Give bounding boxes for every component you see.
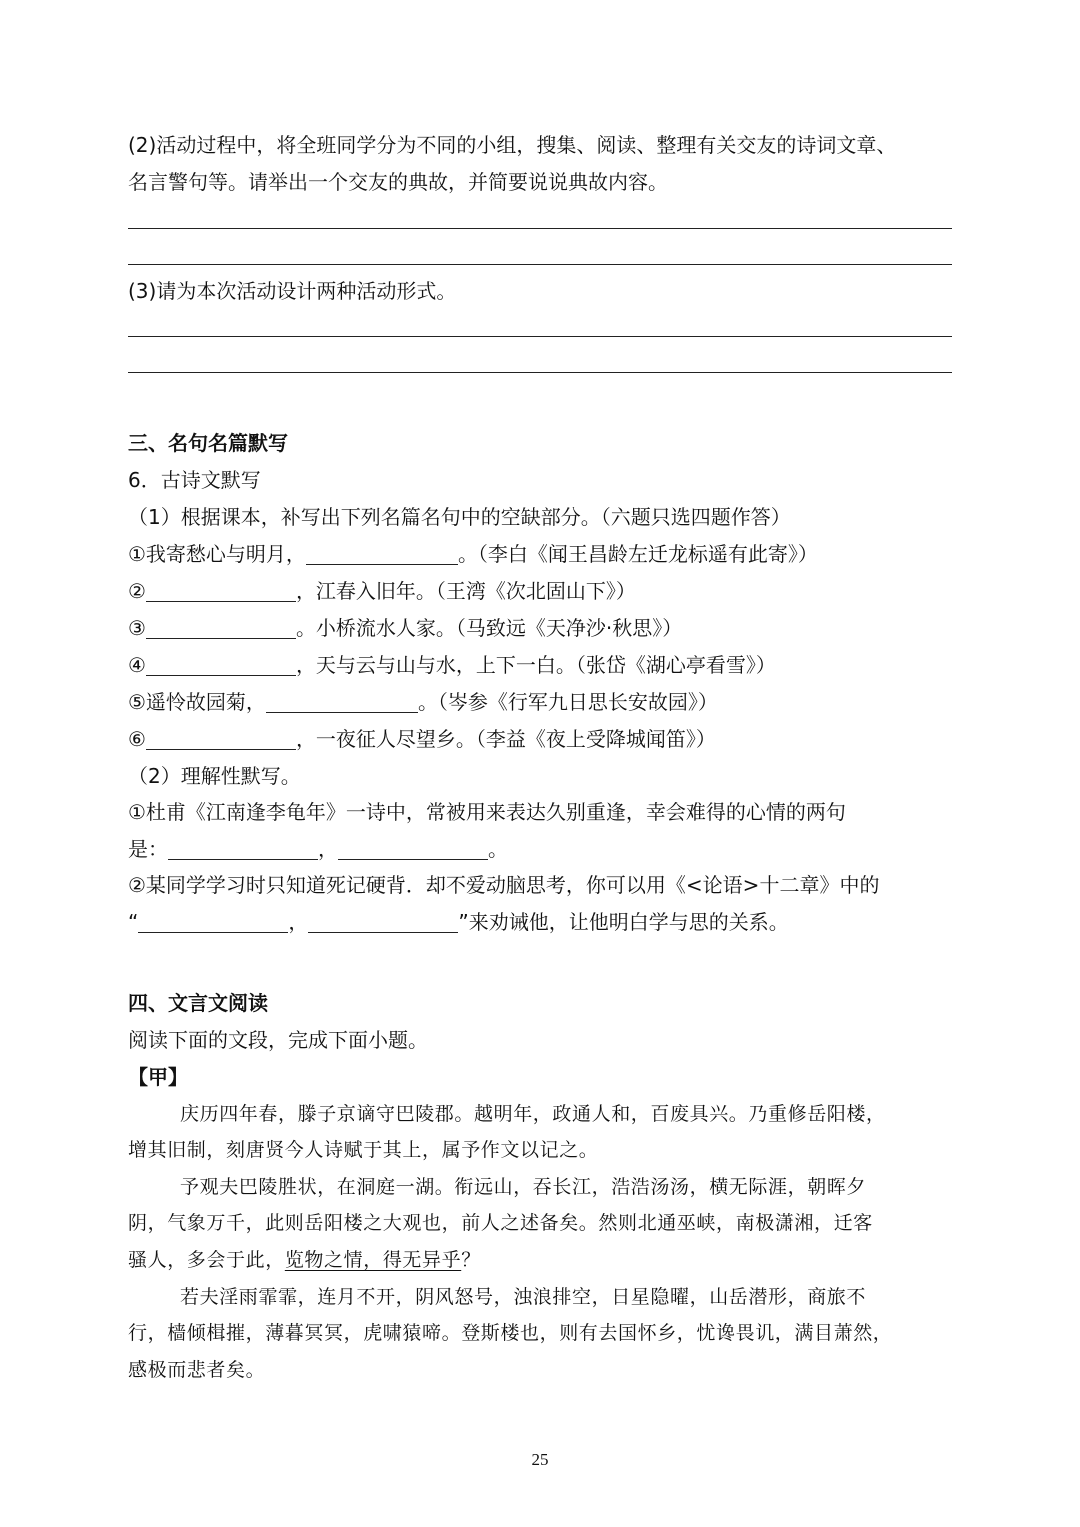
section-3-heading: 三、名句名篇默写 — [128, 431, 288, 455]
passage-line: 感极而悲者矣。 — [128, 1359, 266, 1381]
answer-line — [128, 228, 952, 229]
fill-item-prefix: ⑥ — [128, 727, 146, 751]
fill-item-3 — [128, 615, 682, 641]
fill-item-prefix: ⑤遥怜故园菊， — [128, 690, 266, 714]
passage-tag: 【甲】 — [128, 1065, 188, 1089]
reading-instruction: 阅读下面的文段，完成下面小题。 — [128, 1028, 428, 1052]
passage-line: 若夫淫雨霏霏，连月不开，阴风怒号，浊浪排空，日星隐曜，山岳潜形，商旅不 — [180, 1286, 867, 1308]
answer-line — [128, 264, 952, 265]
fill-blank[interactable] — [146, 618, 296, 639]
understanding-1-line-1: ①杜甫《江南逢李龟年》一诗中，常被用来表达久别重逢，幸会难得的心情的两句 — [128, 800, 846, 824]
fill-item-suffix: 。（岑参《行军九日思长安故园》） — [417, 690, 718, 714]
passage-line: 增其旧制，刻唐贤今人诗赋于其上，属予作文以记之。 — [128, 1139, 599, 1161]
q3-line-1: (3)请为本次活动设计两种活动形式。 — [128, 279, 457, 303]
passage-line: 庆历四年春，滕子京谪守巴陵郡。越明年，政通人和，百废具兴。乃重修岳阳楼， — [180, 1103, 886, 1125]
understanding-2-line-1: ②某同学学习时只知道死记硬背．却不爱动脑思考，你可以用《<论语>十二章》中的 — [128, 873, 880, 897]
q6-title: 6．古诗文默写 — [128, 468, 261, 492]
answer-prefix: 是： — [128, 837, 168, 861]
page-number: 25 — [531, 1450, 549, 1469]
fill-item-suffix: ，一夜征人尽望乡。（李益《夜上受降城闻笛》） — [295, 727, 716, 751]
passage-line: 阴，气象万千，此则岳阳楼之大观也，前人之述备矣。然则北通巫峡，南极潇湘，迁客 — [128, 1212, 873, 1234]
passage-text: 骚人，多会于此， — [128, 1249, 285, 1271]
passage-line — [128, 1247, 481, 1273]
fill-blank[interactable] — [306, 544, 458, 565]
part1-intro: （1）根据课本，补写出下列名篇名句中的空缺部分。（六题只选四题作答） — [128, 505, 791, 529]
fill-item-6 — [128, 726, 716, 752]
fill-item-prefix: ② — [128, 579, 146, 603]
understanding-2-line-2 — [128, 909, 789, 935]
fill-item-2 — [128, 578, 636, 604]
passage-text: ？ — [461, 1249, 481, 1271]
answer-end: 。 — [488, 837, 508, 861]
fill-item-prefix: ①我寄愁心与明月， — [128, 542, 306, 566]
fill-item-suffix: 。（李白《闻王昌龄左迁龙标遥有此寄》） — [457, 542, 818, 566]
fill-item-prefix: ③ — [128, 616, 146, 640]
answer-end: ”来劝诫他，让他明白学与思的关系。 — [458, 910, 789, 934]
answer-separator: ， — [288, 910, 309, 934]
fill-item-suffix: 。小桥流水人家。（马致远《天净沙·秋思》） — [295, 616, 683, 640]
answer-line — [128, 336, 952, 337]
fill-blank[interactable] — [168, 839, 318, 860]
fill-blank[interactable] — [138, 912, 288, 933]
fill-blank[interactable] — [146, 581, 296, 602]
underlined-phrase: 览物之情，得无异乎 — [284, 1249, 462, 1271]
fill-item-1 — [128, 541, 818, 567]
passage-line: 予观夫巴陵胜状，在洞庭一湖。衔远山，吞长江，浩浩汤汤，横无际涯，朝晖夕 — [180, 1176, 867, 1198]
q2-line-2: 名言警句等。请举出一个交友的典故，并简要说说典故内容。 — [128, 170, 668, 194]
fill-item-suffix: ，江春入旧年。（王湾《次北固山下》） — [295, 579, 636, 603]
fill-blank[interactable] — [308, 912, 458, 933]
fill-item-prefix: ④ — [128, 653, 146, 677]
section-4-heading: 四、文言文阅读 — [128, 991, 268, 1015]
answer-line — [128, 372, 952, 373]
passage-line: 行，樯倾楫摧，薄暮冥冥，虎啸猿啼。登斯楼也，则有去国怀乡，忧谗畏讥，满目萧然， — [128, 1322, 893, 1344]
answer-prefix: “ — [128, 910, 139, 934]
fill-blank[interactable] — [338, 839, 488, 860]
fill-item-5 — [128, 689, 718, 715]
fill-item-suffix: ，天与云与山与水，上下一白。（张岱《湖心亭看雪》） — [295, 653, 776, 677]
answer-separator: ， — [318, 837, 338, 861]
fill-blank[interactable] — [146, 729, 296, 750]
fill-item-4 — [128, 652, 776, 678]
q2-line-1: (2)活动过程中，将全班同学分为不同的小组，搜集、阅读、整理有关交友的诗词文章、 — [128, 133, 897, 157]
understanding-1-line-2 — [128, 836, 508, 862]
part2-intro: （2）理解性默写。 — [128, 764, 301, 788]
fill-blank[interactable] — [146, 655, 296, 676]
fill-blank[interactable] — [266, 692, 418, 713]
